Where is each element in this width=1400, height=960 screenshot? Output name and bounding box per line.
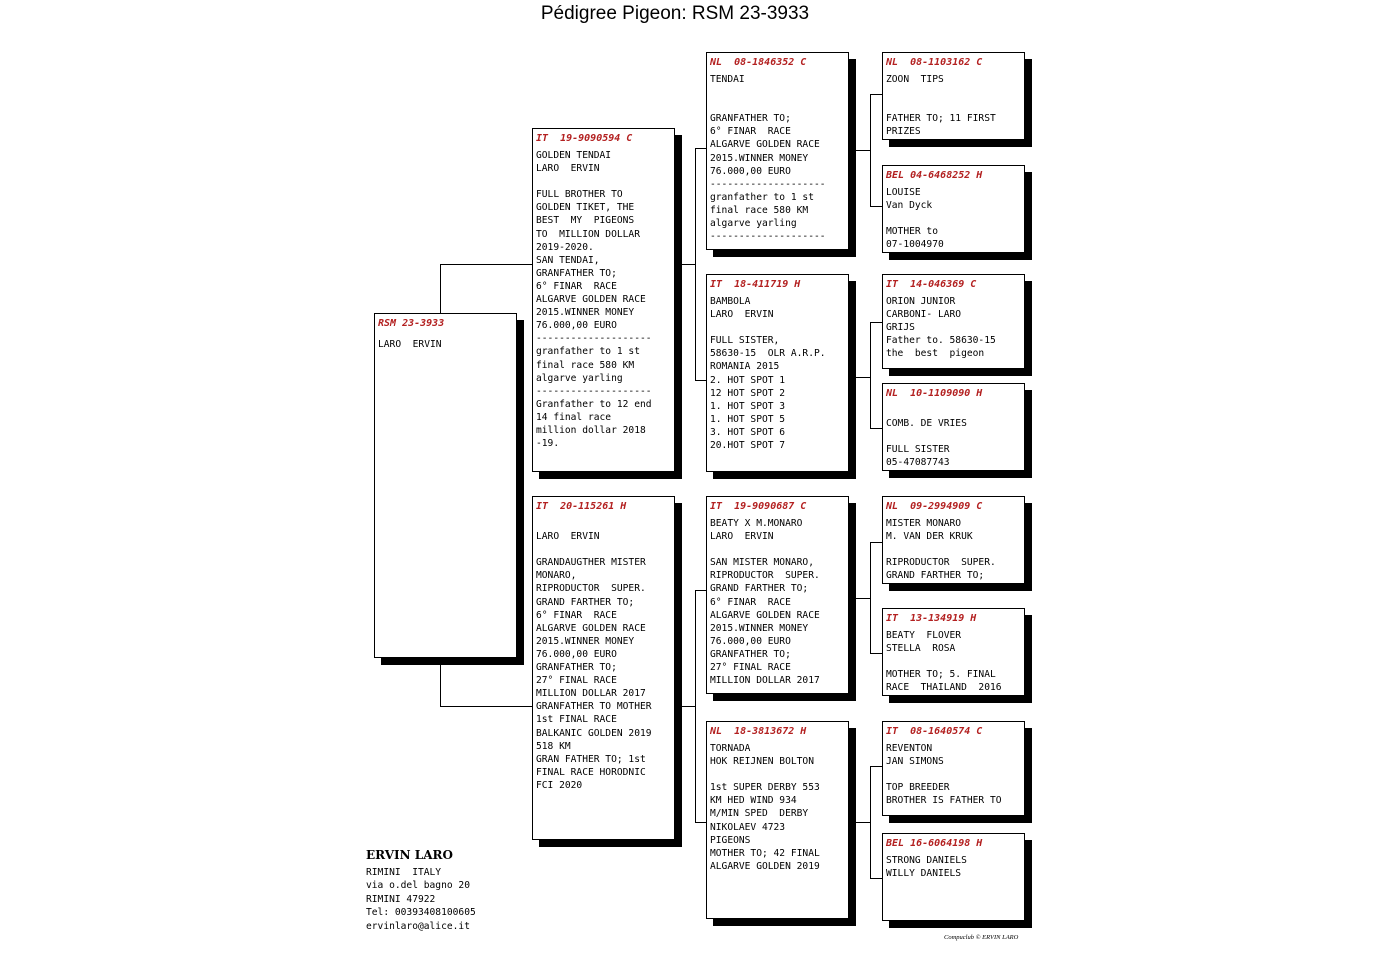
- ring-number: RSM 23-3933: [378, 318, 445, 329]
- connector: [870, 766, 871, 879]
- great-grandparent-card: [882, 52, 1025, 140]
- paternal-grandmother-card: [706, 274, 849, 472]
- subject-card: [374, 313, 517, 658]
- pigeon-info: REVENTON JAN SIMONS TOP BREEDER BROTHER IS FATHER TO: [886, 743, 1002, 807]
- pigeon-info: BEATY X M.MONARO LARO ERVIN SAN MISTER MONARO, RIPRODUCTOR SUPER. GRAND FARTHER TO; 6° FINAR RACE ALGARVE GOLDEN RACE 2015.WINNER MONEY 76.000,00 EURO GRANFATHER TO; 27° FINAL RACE MILLION DOLLAR 2017: [710, 518, 820, 687]
- maternal-grandmother-card: [706, 721, 849, 919]
- connector: [870, 94, 871, 207]
- connector: [855, 377, 870, 378]
- owner-email: ervinlaro@alice.it: [366, 920, 470, 932]
- mother-card: [532, 496, 675, 840]
- pigeon-info: GOLDEN TENDAI LARO ERVIN FULL BROTHER TO GOLDEN TIKET, THE BEST MY PIGEONS TO MILLION DOLLAR 2019-2020. SAN TENDAI, GRANFATHER TO; 6° FINAR RACE ALGARVE GOLDEN RACE 2015.WINNER MONEY 76.000,00 EURO -------------------- granfather to 1 st final race 580 KM algarve yarling -------------------- Granfather to 12 end 14 final race million dollar 2018 -19.: [536, 150, 652, 450]
- great-grandparent-card: [882, 833, 1025, 921]
- great-grandparent-card: [882, 383, 1025, 471]
- connector: [440, 706, 533, 707]
- pigeon-info: TORNADA HOK REIJNEN BOLTON 1st SUPER DERBY 553 KM HED WIND 934 M/MIN SPED DERBY NIKOLAEV 4723 PIGEONS MOTHER TO; 42 FINAL ALGARVE GOLDEN 2019: [710, 743, 820, 872]
- ring-number: IT 19-9090687 C: [710, 501, 807, 512]
- owner-info: [366, 848, 476, 933]
- pigeon-info: LARO ERVIN GRANDAUGTHER MISTER MONARO, RIPRODUCTOR SUPER. GRAND FARTHER TO; 6° FINAR RACE ALGARVE GOLDEN RACE 2015.WINNER MONEY 76.000,00 EURO GRANFATHER TO; 27° FINAL RACE MILLION DOLLAR 2017 GRANFATHER TO MOTHER 1st FINAL RACE BALKANIC GOLDEN 2019 518 KM GRAN FATHER TO; 1st FINAL RACE HORODNIC FCI 2020: [536, 531, 652, 791]
- ring-number: NL 08-1103162 C: [886, 57, 983, 68]
- connector: [680, 706, 695, 707]
- great-grandparent-card: [882, 165, 1025, 253]
- ring-number: IT 19-9090594 C: [536, 133, 633, 144]
- connector: [870, 542, 871, 654]
- connector: [680, 264, 695, 265]
- pigeon-info: ORION JUNIOR CARBONI- LARO GRIJS Father to. 58630-15 the best pigeon: [886, 296, 996, 360]
- owner-address: via o.del bagno 20: [366, 880, 470, 892]
- pigeon-info: LOUISE Van Dyck MOTHER to 07-1004970: [886, 187, 944, 251]
- pigeon-info: COMB. DE VRIES FULL SISTER 05-47087743: [886, 418, 967, 469]
- paternal-grandfather-card: [706, 52, 849, 250]
- ring-number: IT 18-411719 H: [710, 279, 801, 290]
- maternal-grandfather-card: [706, 496, 849, 694]
- ring-number: IT 13-134919 H: [886, 613, 977, 624]
- pigeon-info: STRONG DANIELS WILLY DANIELS: [886, 855, 967, 880]
- footer-credit: Compuclub © ERVIN LARO: [944, 934, 1019, 941]
- connector: [855, 598, 870, 599]
- owner-city: RIMINI 47922: [366, 893, 436, 905]
- ring-number: IT 20-115261 H: [536, 501, 627, 512]
- great-grandparent-card: [882, 496, 1025, 584]
- connector: [855, 822, 870, 823]
- connector: [870, 322, 871, 429]
- connector: [695, 590, 696, 823]
- ring-number: BEL 16-6064198 H: [886, 838, 983, 849]
- pigeon-info: TENDAI GRANFATHER TO; 6° FINAR RACE ALGARVE GOLDEN RACE 2015.WINNER MONEY 76.000,00 EURO -------------------- granfather to 1 st final race 580 KM algarve yarling --------------------: [710, 74, 826, 243]
- ring-number: IT 08-1640574 C: [886, 726, 983, 737]
- ring-number: NL 18-3813672 H: [710, 726, 807, 737]
- great-grandparent-card: [882, 721, 1025, 816]
- ring-number: NL 09-2994909 C: [886, 501, 983, 512]
- connector: [855, 150, 870, 151]
- pigeon-info: LARO ERVIN: [378, 339, 442, 350]
- owner-name: ERVIN LARO: [366, 848, 453, 862]
- ring-number: IT 14-046369 C: [886, 279, 977, 290]
- owner-phone: Tel: 00393408100605: [366, 907, 476, 919]
- owner-location: RIMINI ITALY: [366, 867, 442, 878]
- connector: [695, 148, 696, 380]
- pigeon-info: ZOON TIPS FATHER TO; 11 FIRST PRIZES: [886, 74, 996, 138]
- ring-number: BEL 04-6468252 H: [886, 170, 983, 181]
- pigeon-info: BAMBOLA LARO ERVIN FULL SISTER, 58630-15 OLR A.R.P. ROMANIA 2015 2. HOT SPOT 1 12 HOT SPOT 2 1. HOT SPOT 3 1. HOT SPOT 5 3. HOT SPOT 6 20.HOT SPOT 7: [710, 296, 826, 452]
- ring-number: NL 08-1846352 C: [710, 57, 807, 68]
- pigeon-info: MISTER MONARO M. VAN DER KRUK RIPRODUCTOR SUPER. GRAND FARTHER TO;: [886, 518, 996, 582]
- great-grandparent-card: [882, 608, 1025, 696]
- page-title: Pédigree Pigeon: RSM 23-3933: [540, 3, 810, 24]
- father-card: [532, 128, 675, 472]
- great-grandparent-card: [882, 274, 1025, 369]
- connector: [440, 264, 533, 265]
- pigeon-info: BEATY FLOVER STELLA ROSA MOTHER TO; 5. FINAL RACE THAILAND 2016: [886, 630, 1002, 694]
- ring-number: NL 10-1109090 H: [886, 388, 983, 399]
